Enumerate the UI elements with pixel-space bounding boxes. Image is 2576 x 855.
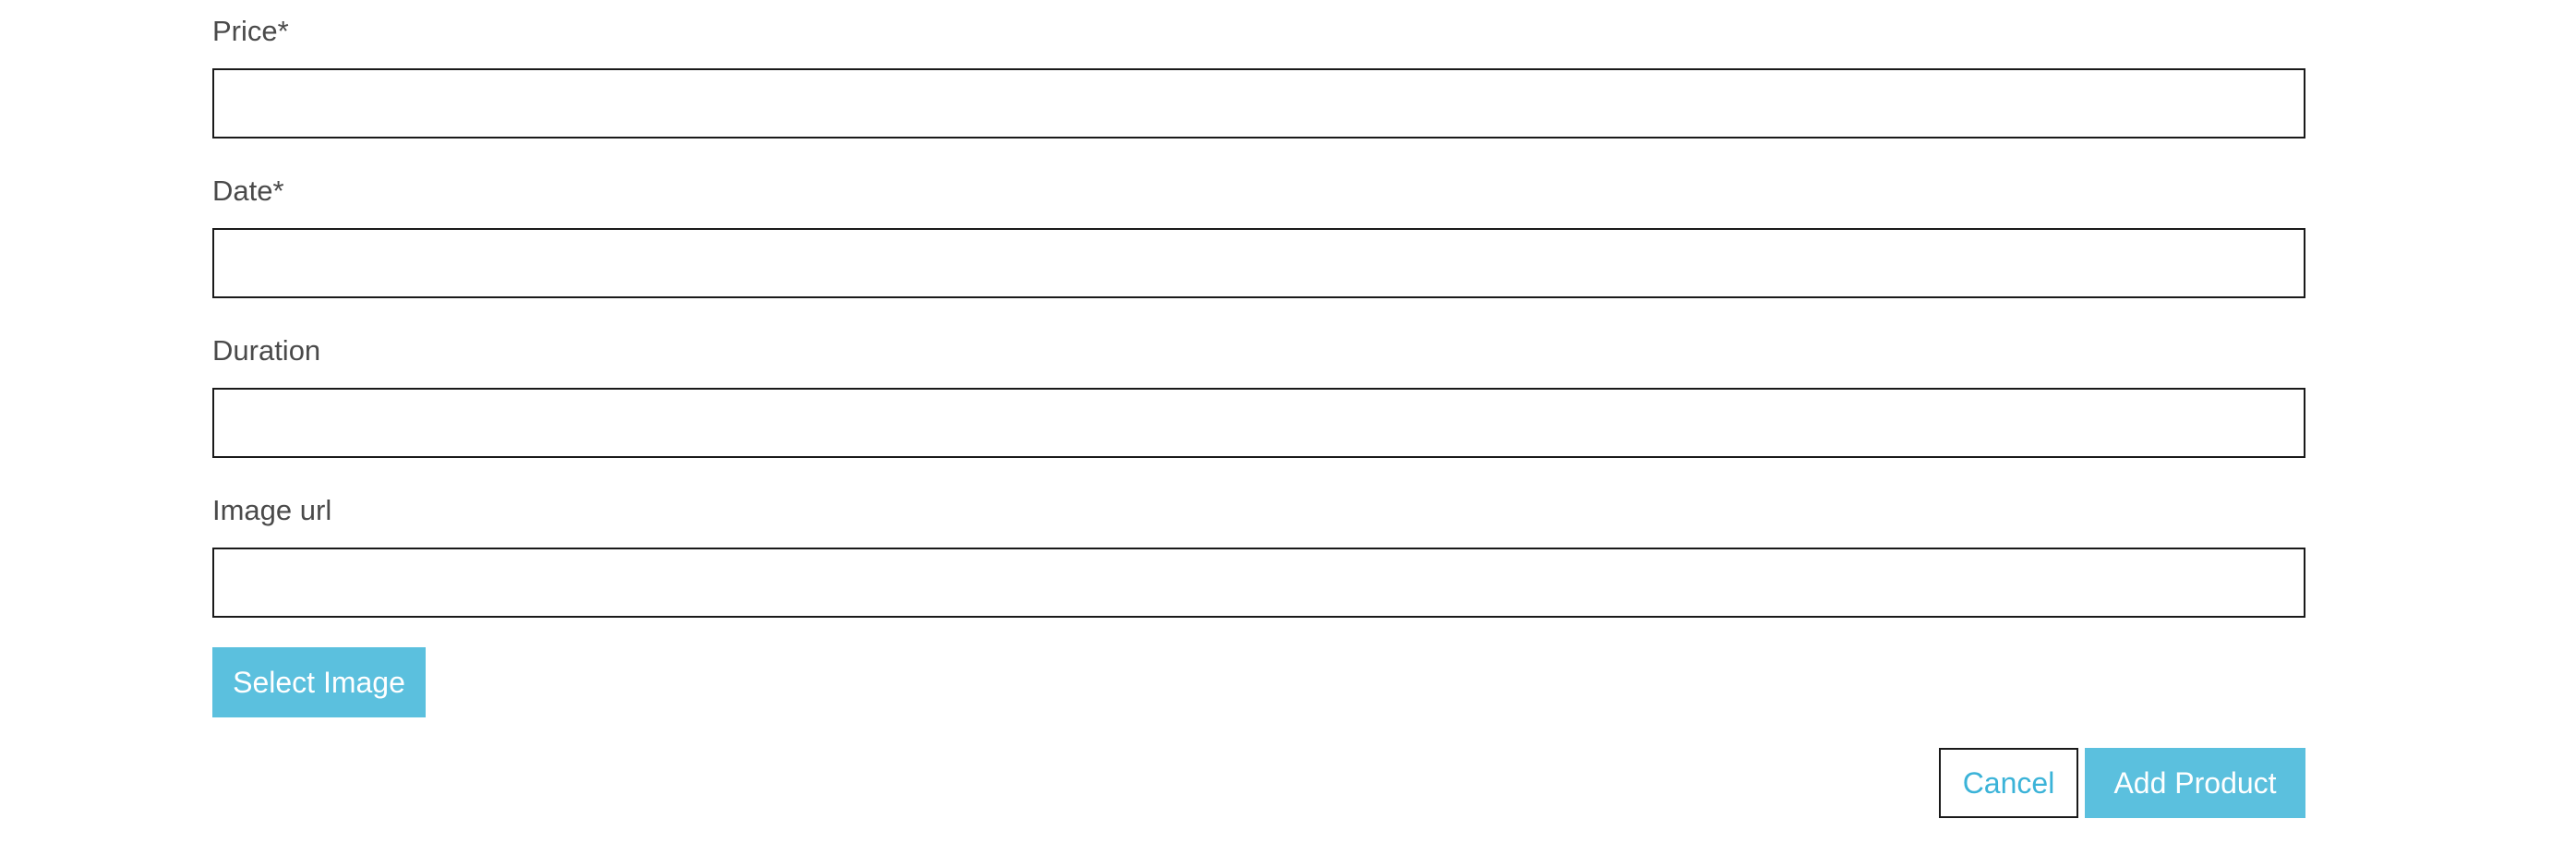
image-url-input[interactable] bbox=[212, 548, 2305, 618]
price-label: Price* bbox=[212, 15, 289, 47]
price-input[interactable] bbox=[212, 68, 2305, 138]
date-label: Date* bbox=[212, 175, 284, 207]
select-image-button[interactable]: Select Image bbox=[212, 647, 426, 717]
duration-label: Duration bbox=[212, 334, 321, 367]
add-product-button[interactable]: Add Product bbox=[2085, 748, 2305, 818]
cancel-button[interactable]: Cancel bbox=[1939, 748, 2078, 818]
image-url-label: Image url bbox=[212, 494, 332, 526]
duration-input[interactable] bbox=[212, 388, 2305, 458]
date-input[interactable] bbox=[212, 228, 2305, 298]
